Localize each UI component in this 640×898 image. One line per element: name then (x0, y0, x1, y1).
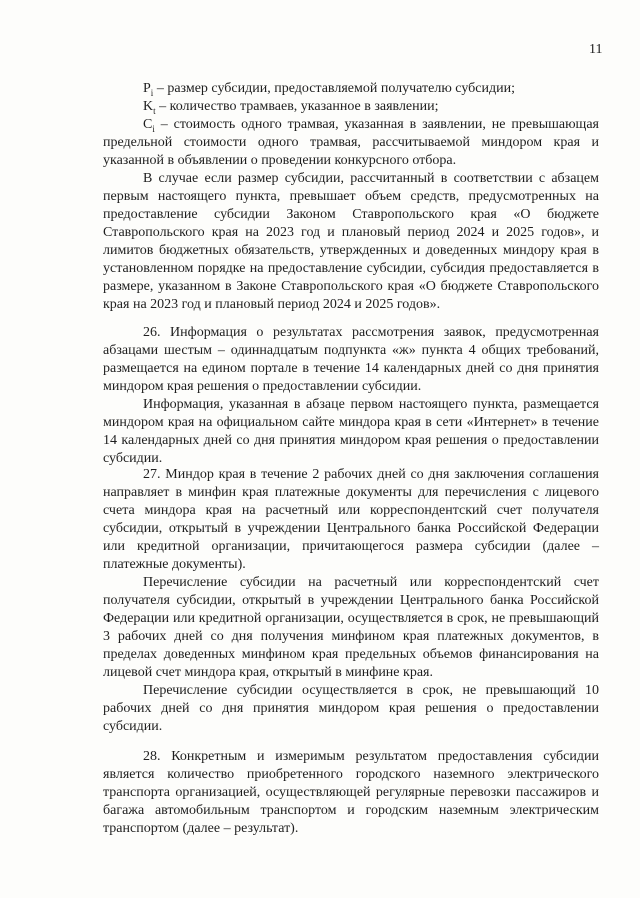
definition-kt: $K_t$ – количество трамваев, указанное в заявлении; (143, 99, 439, 116)
definition-pi: $P_i$ – размер субсидии, предоставляемой получателю субсидии; (143, 81, 515, 98)
section-28 (103, 748, 599, 838)
section-26 (103, 324, 599, 468)
paragraph-26-1: 26. Информация о результатах рассмотрения заявок, предусмотренная абзацами шестым – одиннадцатым подпункта «ж» пункта 4 общих требований, размещается на едином портале в течение 14 календарных дней со дня принятия миндором края решения о предоставлении субсидии. (103, 325, 599, 394)
paragraph-26-2: Информация, указанная в абзаце первом настоящего пункта, размещается миндором края на официальном сайте миндора края в сети «Интернет» в течение 14 календарных дней со дня принятия миндором края решения о предоставлении субсидии. (103, 397, 599, 466)
paragraph-27-1: 27. Миндор края в течение 2 рабочих дней со дня заключения соглашения направляет в минфин края платежные документы для перечисления с лицевого счета миндора края на расчетный или корреспондентский счет получателя субсидии, открытый в учреждении Центрального банка Российской Федерации или кредитной организации, причитающегося размера субсидии (далее – платежные документы). (103, 467, 599, 572)
paragraph-excess-case: В случае если размер субсидии, рассчитанный в соответствии с абзацем первым настоящего пункта, превышает объем средств, предусмотренных на предоставление субсидии Законом Ставропольского края «О бюджете Ставропольского края на 2023 год и плановый период 2024 и 2025 годов», и лимитов бюджетных обязательств, утвержденных и доведенных миндору края в установленном порядке на предоставление субсидии, субсидия предоставляется в размере, указанном в Законе Ставропольского края «О бюджете Ставропольского края на 2023 год и плановый период 2024 и 2025 годов». (103, 171, 599, 312)
definitions-block (103, 80, 599, 314)
paragraph-27-3: Перечисление субсидии осуществляется в срок, не превышающий 10 рабочих дней со дня принятия миндором края решения о предоставлении субсидии. (103, 683, 599, 734)
page-number: 11 (589, 42, 603, 57)
paragraph-28: 28. Конкретным и измеримым результатом предоставления субсидии является количество приобретенного городского наземного электрического транспорта организацией, осуществляющей регулярные перевозки пассажиров и багажа автомобильным транспортом и городским наземным электрическим транспортом (далее – результат). (103, 749, 599, 836)
section-27 (103, 466, 599, 736)
paragraph-27-2: Перечисление субсидии на расчетный или корреспондентский счет получателя субсидии, открытый в учреждении Центрального банка Российской Федерации или кредитной организации, осуществляется в срок, не превышающий 3 рабочих дней со дня получения минфином края платежных документов, в пределах доведенных минфином края предельных объемов финансирования на лицевой счет миндора края, открытый в минфине края. (103, 575, 599, 680)
definition-ci: $C_i$ – стоимость одного трамвая, указанная в заявлении, не превышающая предельной стоимости одного трамвая, рассчитываемой миндором края и указанной в объявлении о проведении конкурсного отбора. (103, 117, 599, 168)
